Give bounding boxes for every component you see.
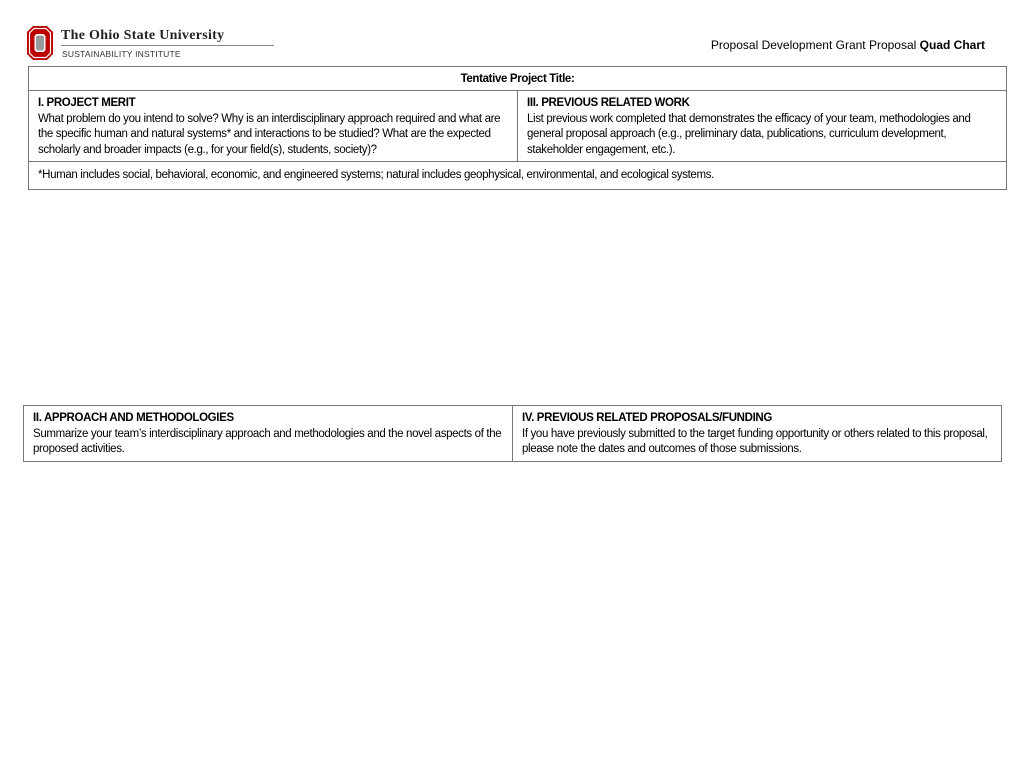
previous-proposals-heading: IV. PREVIOUS RELATED PROPOSALS/FUNDING xyxy=(522,412,772,424)
approach-cell[interactable] xyxy=(24,406,513,462)
footnote-cell xyxy=(29,162,1007,190)
project-merit-heading: I. PROJECT MERIT xyxy=(38,97,136,109)
project-title-label: Tentative Project Title: xyxy=(460,73,575,85)
project-title-cell[interactable] xyxy=(29,67,1007,91)
university-name: The Ohio State University xyxy=(61,28,225,43)
logo-divider xyxy=(61,45,274,46)
previous-proposals-text: If you have previously submitted to the target funding opportunity or others related to this proposal, please note the dates and outcomes of those submissions. xyxy=(522,427,988,455)
approach-text: Summarize your team’s interdisciplinary approach and methodologies and the novel aspects of the proposed activities. xyxy=(33,427,502,455)
institute-name: SUSTAINABILITY INSTITUTE xyxy=(62,49,181,59)
previous-proposals-cell[interactable] xyxy=(513,406,1002,462)
project-merit-text: What problem do you intend to solve? Why is an interdisciplinary approach required and what are the specific human and natural systems* and interactions to be studied? What are the expected scholarly and broader impacts (e.g., for your field(s), students, society)? xyxy=(38,112,501,156)
document-title-bold: Quad Chart xyxy=(919,38,985,52)
quad-chart-top xyxy=(28,66,1007,190)
systems-footnote: *Human includes social, behavioral, economic, and engineered systems; natural includes geophysical, environmental, and ecological systems. xyxy=(38,169,714,181)
quad-chart-bottom xyxy=(23,405,1002,462)
previous-work-text: List previous work completed that demonstrates the efficacy of your team, methodologies and general proposal approach (e.g., preliminary data, publications, curriculum development, stakeholder engagement, etc.). xyxy=(527,112,971,156)
previous-work-cell[interactable] xyxy=(518,91,1007,162)
previous-work-heading: III. PREVIOUS RELATED WORK xyxy=(527,97,690,109)
block-o-logo-icon xyxy=(27,26,53,60)
project-merit-cell[interactable] xyxy=(29,91,518,162)
document-title xyxy=(711,38,985,52)
document-title-prefix: Proposal Development Grant Proposal xyxy=(710,38,920,52)
approach-heading: II. APPROACH AND METHODOLOGIES xyxy=(33,412,234,424)
page-header xyxy=(0,0,1024,64)
